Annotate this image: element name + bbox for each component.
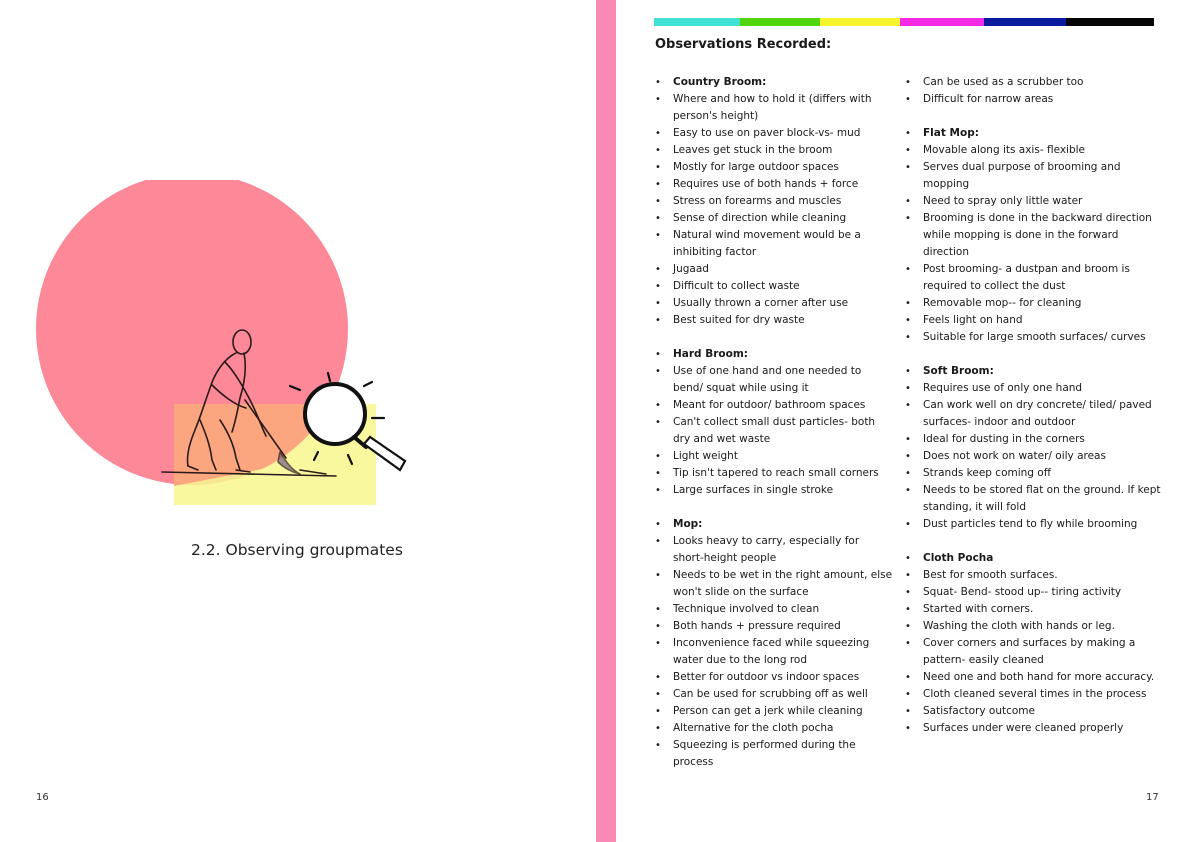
list-item-text: Can be used for scrubbing off as well: [673, 688, 868, 700]
bullet-icon: •: [655, 468, 661, 479]
list-item-text: Cover corners and surfaces by making a pattern- easily cleaned: [923, 637, 1136, 666]
bullet-icon: •: [905, 162, 911, 173]
list-item: [905, 720, 1163, 737]
list-item-text: Looks heavy to carry, especially for short-height people: [673, 535, 860, 564]
list-item: [655, 91, 893, 125]
page-number-left: 16: [36, 792, 49, 803]
bullet-icon: •: [905, 332, 911, 343]
list-item-text: Suitable for large smooth surfaces/ curves: [923, 331, 1146, 343]
bullet-icon: •: [655, 128, 661, 139]
list-item-text: Surfaces under were cleaned properly: [923, 722, 1124, 734]
list-item-text: Started with corners.: [923, 603, 1034, 615]
list-item-text: Light weight: [673, 450, 738, 462]
list-item-text: Ideal for dusting in the corners: [923, 433, 1085, 445]
list-item: [655, 635, 893, 669]
list-spacer: [905, 108, 1163, 125]
bullet-icon: •: [655, 77, 661, 88]
bullet-icon: •: [655, 230, 661, 241]
list-item: [905, 584, 1163, 601]
list-item-text: Better for outdoor vs indoor spaces: [673, 671, 860, 683]
bullet-icon: •: [905, 587, 911, 598]
list-item: [655, 193, 893, 210]
list-item: [655, 261, 893, 278]
bullet-icon: •: [655, 740, 661, 751]
list-item: [905, 635, 1163, 669]
color-stripe-black: [1066, 18, 1154, 26]
list-item-text: Brooming is done in the backward direction while mopping is done in the forward direction: [923, 212, 1152, 258]
list-item-text: Jugaad: [673, 263, 709, 275]
list-item-text: Feels light on hand: [923, 314, 1023, 326]
color-stripe-bar: [654, 18, 1154, 26]
list-item: [655, 465, 893, 482]
bullet-icon: •: [905, 128, 911, 139]
bullet-icon: •: [905, 77, 911, 88]
bullet-icon: •: [905, 298, 911, 309]
list-item: [655, 686, 893, 703]
bullet-icon: •: [655, 94, 661, 105]
list-item-text: Needs to be wet in the right amount, else won't slide on the surface: [673, 569, 893, 598]
list-spacer: [905, 533, 1163, 550]
list-item: [655, 397, 893, 414]
color-stripe-cyan: [654, 18, 740, 26]
list-heading: [655, 516, 893, 533]
list-item: [905, 193, 1163, 210]
list-item: [905, 686, 1163, 703]
list-item-text: Satisfactory outcome: [923, 705, 1035, 717]
list-item-text: Squat- Bend- stood up-- tiring activity: [923, 586, 1122, 598]
bullet-icon: •: [655, 638, 661, 649]
color-stripe-yellow: [820, 18, 900, 26]
bullet-icon: •: [655, 349, 661, 360]
list-item: [905, 329, 1163, 346]
list-item-text: Best suited for dry waste: [673, 314, 805, 326]
list-item-text: Post brooming- a dustpan and broom is required to collect the dust: [923, 263, 1130, 292]
bullet-icon: •: [905, 468, 911, 479]
bullet-icon: •: [905, 94, 911, 105]
color-stripe-green: [740, 18, 820, 26]
bullet-icon: •: [905, 553, 911, 564]
bullet-icon: •: [905, 706, 911, 717]
bullet-icon: •: [905, 604, 911, 615]
list-item-text: Washing the cloth with hands or leg.: [923, 620, 1115, 632]
list-item: [905, 261, 1163, 295]
bullet-icon: •: [905, 434, 911, 445]
list-item: [655, 125, 893, 142]
list-item-text: Requires use of both hands + force: [673, 178, 859, 190]
list-item: [655, 295, 893, 312]
list-item: [655, 737, 893, 771]
list-item-text: Both hands + pressure required: [673, 620, 841, 632]
bullet-icon: •: [655, 298, 661, 309]
bullet-icon: •: [655, 723, 661, 734]
list-heading-text: Hard Broom:: [673, 348, 748, 360]
list-item: [655, 227, 893, 261]
list-item: [655, 703, 893, 720]
bullet-icon: •: [655, 417, 661, 428]
list-heading-text: Cloth Pocha: [923, 552, 994, 564]
section-title: 2.2. Observing groupmates: [191, 541, 403, 559]
list-item-text: Does not work on water/ oily areas: [923, 450, 1106, 462]
list-heading-text: Country Broom:: [673, 76, 767, 88]
list-item-text: Can be used as a scrubber too: [923, 76, 1084, 88]
list-heading: [905, 550, 1163, 567]
bullet-icon: •: [905, 196, 911, 207]
list-item-text: Dust particles tend to fly while brooming: [923, 518, 1138, 530]
list-item: [905, 448, 1163, 465]
list-item-text: Easy to use on paver block-vs- mud: [673, 127, 861, 139]
bullet-icon: •: [655, 451, 661, 462]
list-item-text: Serves dual purpose of brooming and mopping: [923, 161, 1121, 190]
list-item-text: Can't collect small dust particles- both dry and wet waste: [673, 416, 876, 445]
list-item-text: Movable along its axis- flexible: [923, 144, 1086, 156]
bullet-icon: •: [905, 451, 911, 462]
list-item: [655, 482, 893, 499]
list-item: [655, 720, 893, 737]
bullet-icon: •: [655, 519, 661, 530]
list-item: [655, 533, 893, 567]
list-item-text: Leaves get stuck in the broom: [673, 144, 833, 156]
observations-column-right: [905, 74, 1163, 737]
bullet-icon: •: [905, 383, 911, 394]
list-item: [655, 601, 893, 618]
list-item: [905, 482, 1163, 516]
list-item-text: Need to spray only little water: [923, 195, 1083, 207]
list-item-text: Difficult for narrow areas: [923, 93, 1054, 105]
list-item: [905, 312, 1163, 329]
list-heading: [905, 125, 1163, 142]
bullet-icon: •: [655, 400, 661, 411]
list-item-text: Inconvenience faced while squeezing water due to the long rod: [673, 637, 870, 666]
list-heading-text: Soft Broom:: [923, 365, 994, 377]
list-heading-text: Flat Mop:: [923, 127, 979, 139]
bullet-icon: •: [905, 145, 911, 156]
observations-column-left: [655, 74, 893, 771]
list-spacer: [655, 499, 893, 516]
list-item: [655, 142, 893, 159]
bullet-icon: •: [655, 689, 661, 700]
list-item-text: Mostly for large outdoor spaces: [673, 161, 839, 173]
bullet-icon: •: [905, 400, 911, 411]
list-item: [905, 397, 1163, 431]
list-item: [655, 567, 893, 601]
bullet-icon: •: [905, 315, 911, 326]
bullet-icon: •: [655, 196, 661, 207]
color-stripe-navy: [984, 18, 1066, 26]
list-spacer: [905, 346, 1163, 363]
list-item: [905, 669, 1163, 686]
list-item: [905, 142, 1163, 159]
list-heading-text: Mop:: [673, 518, 703, 530]
list-item-text: Requires use of only one hand: [923, 382, 1083, 394]
bullet-icon: •: [905, 723, 911, 734]
bullet-icon: •: [655, 604, 661, 615]
bullet-icon: •: [655, 179, 661, 190]
bullet-icon: •: [905, 485, 911, 496]
list-item-text: Alternative for the cloth pocha: [673, 722, 834, 734]
list-item-text: Stress on forearms and muscles: [673, 195, 842, 207]
bullet-icon: •: [905, 672, 911, 683]
bullet-icon: •: [655, 264, 661, 275]
bullet-icon: •: [655, 536, 661, 547]
bullet-icon: •: [655, 145, 661, 156]
list-item-text: Removable mop-- for cleaning: [923, 297, 1082, 309]
bullet-icon: •: [905, 689, 911, 700]
list-item: [905, 703, 1163, 720]
bullet-icon: •: [905, 621, 911, 632]
list-item: [905, 295, 1163, 312]
list-item: [905, 431, 1163, 448]
list-item-text: Use of one hand and one needed to bend/ squat while using it: [673, 365, 862, 394]
bullet-icon: •: [905, 213, 911, 224]
list-item-text: Tip isn't tapered to reach small corners: [673, 467, 879, 479]
list-item: [655, 669, 893, 686]
list-item-text: Where and how to hold it (differs with person's height): [673, 93, 872, 122]
list-item-text: Natural wind movement would be a inhibiting factor: [673, 229, 861, 258]
list-item: [655, 414, 893, 448]
list-item: [905, 380, 1163, 397]
list-item-text: Needs to be stored flat on the ground. If kept standing, it will fold: [923, 484, 1161, 513]
list-item-text: Squeezing is performed during the process: [673, 739, 856, 768]
bullet-icon: •: [905, 570, 911, 581]
list-item: [655, 278, 893, 295]
list-item-text: Large surfaces in single stroke: [673, 484, 834, 496]
list-item: [905, 91, 1163, 108]
page-number-right: 17: [1146, 792, 1159, 803]
bullet-icon: •: [655, 281, 661, 292]
bullet-icon: •: [655, 366, 661, 377]
bullet-icon: •: [655, 672, 661, 683]
list-item: [905, 601, 1163, 618]
list-item-text: Person can get a jerk while cleaning: [673, 705, 863, 717]
list-item: [905, 567, 1163, 584]
list-item: [905, 618, 1163, 635]
bullet-icon: •: [655, 706, 661, 717]
list-heading: [655, 346, 893, 363]
list-item-text: Strands keep coming off: [923, 467, 1051, 479]
list-item: [905, 516, 1163, 533]
sweeping-person-illustration: [30, 180, 430, 520]
list-item: [655, 363, 893, 397]
list-item: [655, 176, 893, 193]
bullet-icon: •: [655, 570, 661, 581]
list-item: [905, 74, 1163, 91]
list-item: [655, 312, 893, 329]
bullet-icon: •: [655, 485, 661, 496]
list-item: [655, 159, 893, 176]
list-item: [655, 618, 893, 635]
list-item: [655, 448, 893, 465]
list-item: [905, 159, 1163, 193]
bullet-icon: •: [655, 213, 661, 224]
list-item-text: Best for smooth surfaces.: [923, 569, 1058, 581]
bullet-icon: •: [655, 162, 661, 173]
list-item: [655, 210, 893, 227]
list-item-text: Usually thrown a corner after use: [673, 297, 849, 309]
list-item-text: Can work well on dry concrete/ tiled/ paved surfaces- indoor and outdoor: [923, 399, 1152, 428]
observations-title: Observations Recorded:: [655, 37, 832, 52]
list-item-text: Difficult to collect waste: [673, 280, 800, 292]
list-item-text: Cloth cleaned several times in the process: [923, 688, 1147, 700]
list-heading: [655, 74, 893, 91]
bullet-icon: •: [655, 621, 661, 632]
bullet-icon: •: [905, 366, 911, 377]
bullet-icon: •: [905, 264, 911, 275]
list-spacer: [655, 329, 893, 346]
bullet-icon: •: [905, 519, 911, 530]
list-item: [905, 465, 1163, 482]
list-item-text: Need one and both hand for more accuracy.: [923, 671, 1155, 683]
bullet-icon: •: [655, 315, 661, 326]
list-heading: [905, 363, 1163, 380]
list-item-text: Meant for outdoor/ bathroom spaces: [673, 399, 866, 411]
list-item-text: Sense of direction while cleaning: [673, 212, 847, 224]
list-item-text: Technique involved to clean: [673, 603, 820, 615]
list-item: [905, 210, 1163, 261]
bullet-icon: •: [905, 638, 911, 649]
color-stripe-magenta: [900, 18, 984, 26]
